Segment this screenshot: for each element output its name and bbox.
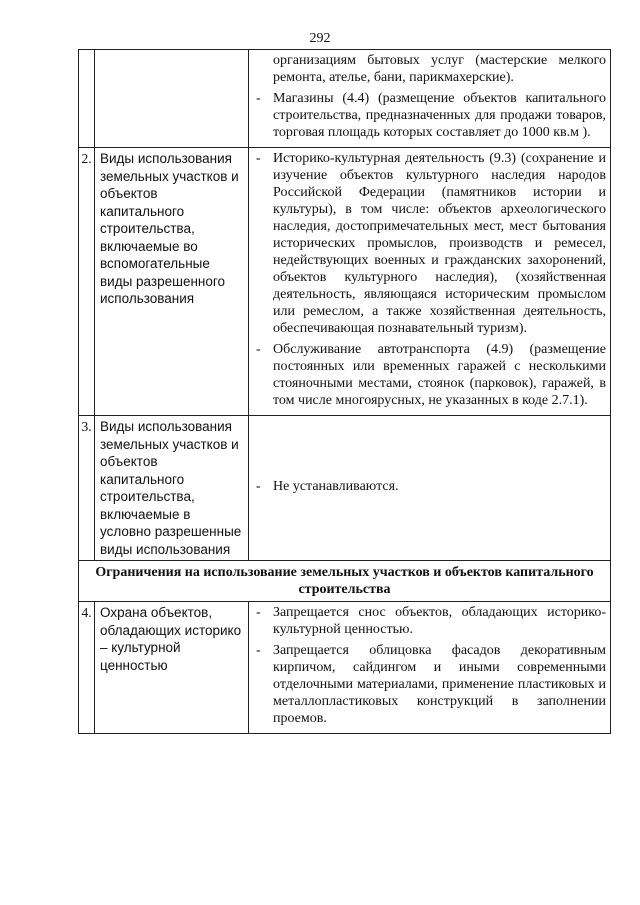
list-item-text: Не устанавливаются. xyxy=(273,478,399,494)
list-item xyxy=(253,150,606,337)
row-content xyxy=(249,50,611,148)
list-item-text: Магазины (4.4) (размещение объектов капитального строительства, предназначенных для продажи товаров, торговая площадь которых составляет до 1000 кв.м ). xyxy=(273,91,606,140)
row-content xyxy=(249,416,611,561)
table-row xyxy=(79,602,611,734)
section-header-row xyxy=(79,561,611,602)
list-item-text: Историко-культурная деятельность (9.3) (сохранение и изучение объектов культурного наследия народов Российской Федерации (памятников истории и культуры), в том числе: объектов археологического наследия, достопримечательных мест, мест бытования исторических промыслов, производств и ремесел, недействующих военных и гражданских захоронений, объектов культурного наследия), (хозяйственная деятельность, являющаяся историческим промыслом или ремеслом, а также хозяйственная деятельность, обеспечивающая познавательный туризм). xyxy=(273,151,606,336)
list-item xyxy=(253,90,606,141)
row-number: 3. xyxy=(79,416,95,561)
row-content xyxy=(249,602,611,734)
row-description: Охрана объектов, обладающих историко – культурной ценностью xyxy=(95,602,249,734)
list-dash: - xyxy=(256,151,261,166)
row-number: 2. xyxy=(79,148,95,416)
list-item xyxy=(253,604,606,638)
list-item-text: Запрещается снос объектов, обладающих историко-культурной ценностью. xyxy=(273,605,606,637)
row-description xyxy=(95,50,249,148)
table-row xyxy=(79,50,611,148)
table-row xyxy=(79,148,611,416)
list-item xyxy=(253,478,606,495)
list-item xyxy=(253,52,606,86)
row-description: Виды использования земельных участков и объектов капитального строительства, включаемые во вспомогательные виды разрешенного использования xyxy=(95,148,249,416)
list-dash: - xyxy=(256,478,261,494)
section-header: Ограничения на использование земельных участков и объектов капитального строительства xyxy=(79,561,611,602)
list-item-text: организациям бытовых услуг (мастерские мелкого ремонта, ателье, бани, парикмахерские). xyxy=(273,53,606,85)
list-dash: - xyxy=(256,91,261,106)
list-item-text: Обслуживание автотранспорта (4.9) (размещение постоянных или временных гаражей с несколькими стояночными местами, стоянок (парковок), гаражей, в том числе многоярусных, не указанных в коде 2.7.1). xyxy=(273,342,606,408)
list-item xyxy=(253,642,606,727)
list-dash: - xyxy=(256,605,261,620)
page-number: 292 xyxy=(309,31,331,46)
table-row xyxy=(79,416,611,561)
row-number xyxy=(79,50,95,148)
row-number: 4. xyxy=(79,602,95,734)
list-dash: - xyxy=(256,643,261,658)
list-item xyxy=(253,341,606,409)
zoning-table xyxy=(78,49,611,734)
list-dash: - xyxy=(256,342,261,357)
row-content xyxy=(249,148,611,416)
row-description: Виды использования земельных участков и объектов капитального строительства, включаемые в условно разрешенные виды использования xyxy=(95,416,249,561)
list-item-text: Запрещается облицовка фасадов декоративным кирпичом, сайдингом и иными современными отделочными материалами, применение пластиковых и металлопластиковых конструкций в заполнении проемов. xyxy=(273,643,606,726)
